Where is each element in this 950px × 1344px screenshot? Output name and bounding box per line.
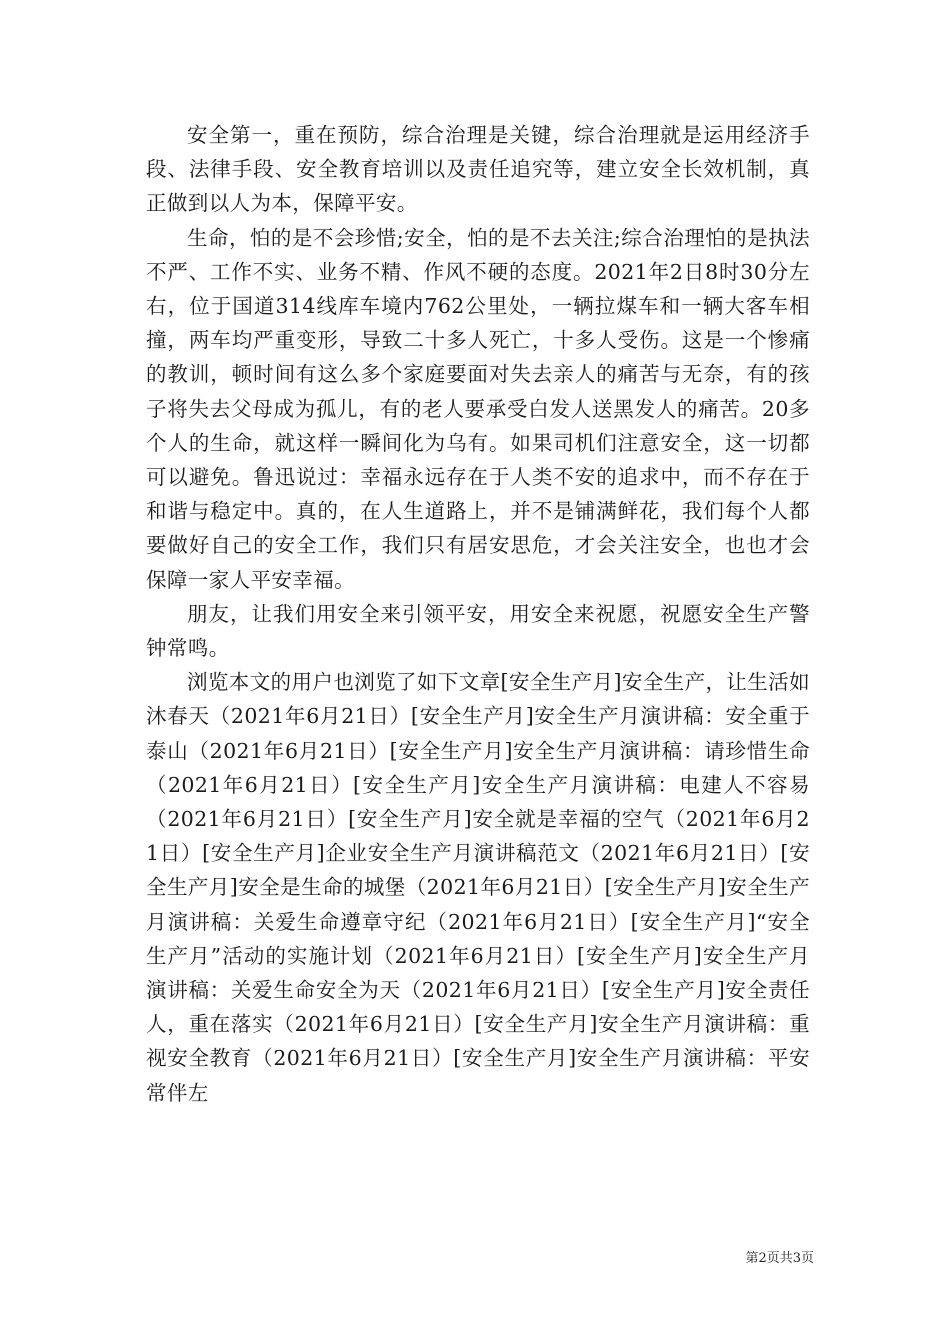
paragraph-safety-first: 安全第一，重在预防，综合治理是关键，综合治理就是运用经济手段、法律手段、安全教育培训以及责任追究等，建立安全长效机制，真正做到以人为本，保障平安。 xyxy=(146,123,810,216)
page-number: 第2页共3页 xyxy=(745,1251,814,1266)
paragraph-closing-wish: 朋友，让我们用安全来引领平安，用安全来祝愿，祝愿安全生产警钟常鸣。 xyxy=(146,601,810,661)
paragraph-related-articles: 浏览本文的用户也浏览了如下文章[安全生产月]安全生产，让生活如沐春天（2021年6月21日）[安全生产月]安全生产月演讲稿：安全重于泰山（2021年6月21日）[安全生产月]安全生产月演讲稿：请珍惜生命（2021年6月21日）[安全生产月]安全生产月演讲稿：电建人不容易（2021年6月21日）[安全生产月]安全就是幸福的空气（2021年6月21日）[安全生产月]企业安全生产月演讲稿范文（2021年6月21日）[安全生产月]安全是生命的城堡（2021年6月21日）[安全生产月]安全生产月演讲稿：关爱生命遵章守纪（2021年6月21日）[安全生产月]“安全生产月”活动的实施计划（2021年6月21日）[安全生产月]安全生产月演讲稿：关爱生命安全为天（2021年6月21日）[安全生产月]安全责任人，重在落实（2021年6月21日）[安全生产月]安全生产月演讲稿：重视安全教育（2021年6月21日）[安全生产月]安全生产月演讲稿：平安常伴左 xyxy=(146,670,810,1105)
paragraph-accident-story: 生命，怕的是不会珍惜;安全，怕的是不去关注;综合治理怕的是执法不严、工作不实、业务不精、作风不硬的态度。2021年2日8时30分左右，位于国道314线库车境内762公里处，一辆拉煤车和一辆大客车相撞，两车均严重变形，导致二十多人死亡，十多人受伤。这是一个惨痛的教训，顿时间有这么多个家庭要面对失去亲人的痛苦与无奈，有的孩子将失去父母成为孤儿，有的老人要承受白发人送黑发人的痛苦。20多个人的生命，就这样一瞬间化为乌有。如果司机们注意安全，这一切都可以避免。鲁迅说过：幸福永远存在于人类不安的追求中，而不存在于和谐与稳定中。真的，在人生道路上，并不是铺满鲜花，我们每个人都要做好自己的安全工作，我们只有居安思危，才会关注安全，也也才会保障一家人平安幸福。 xyxy=(146,225,810,592)
document-body xyxy=(146,118,810,1110)
